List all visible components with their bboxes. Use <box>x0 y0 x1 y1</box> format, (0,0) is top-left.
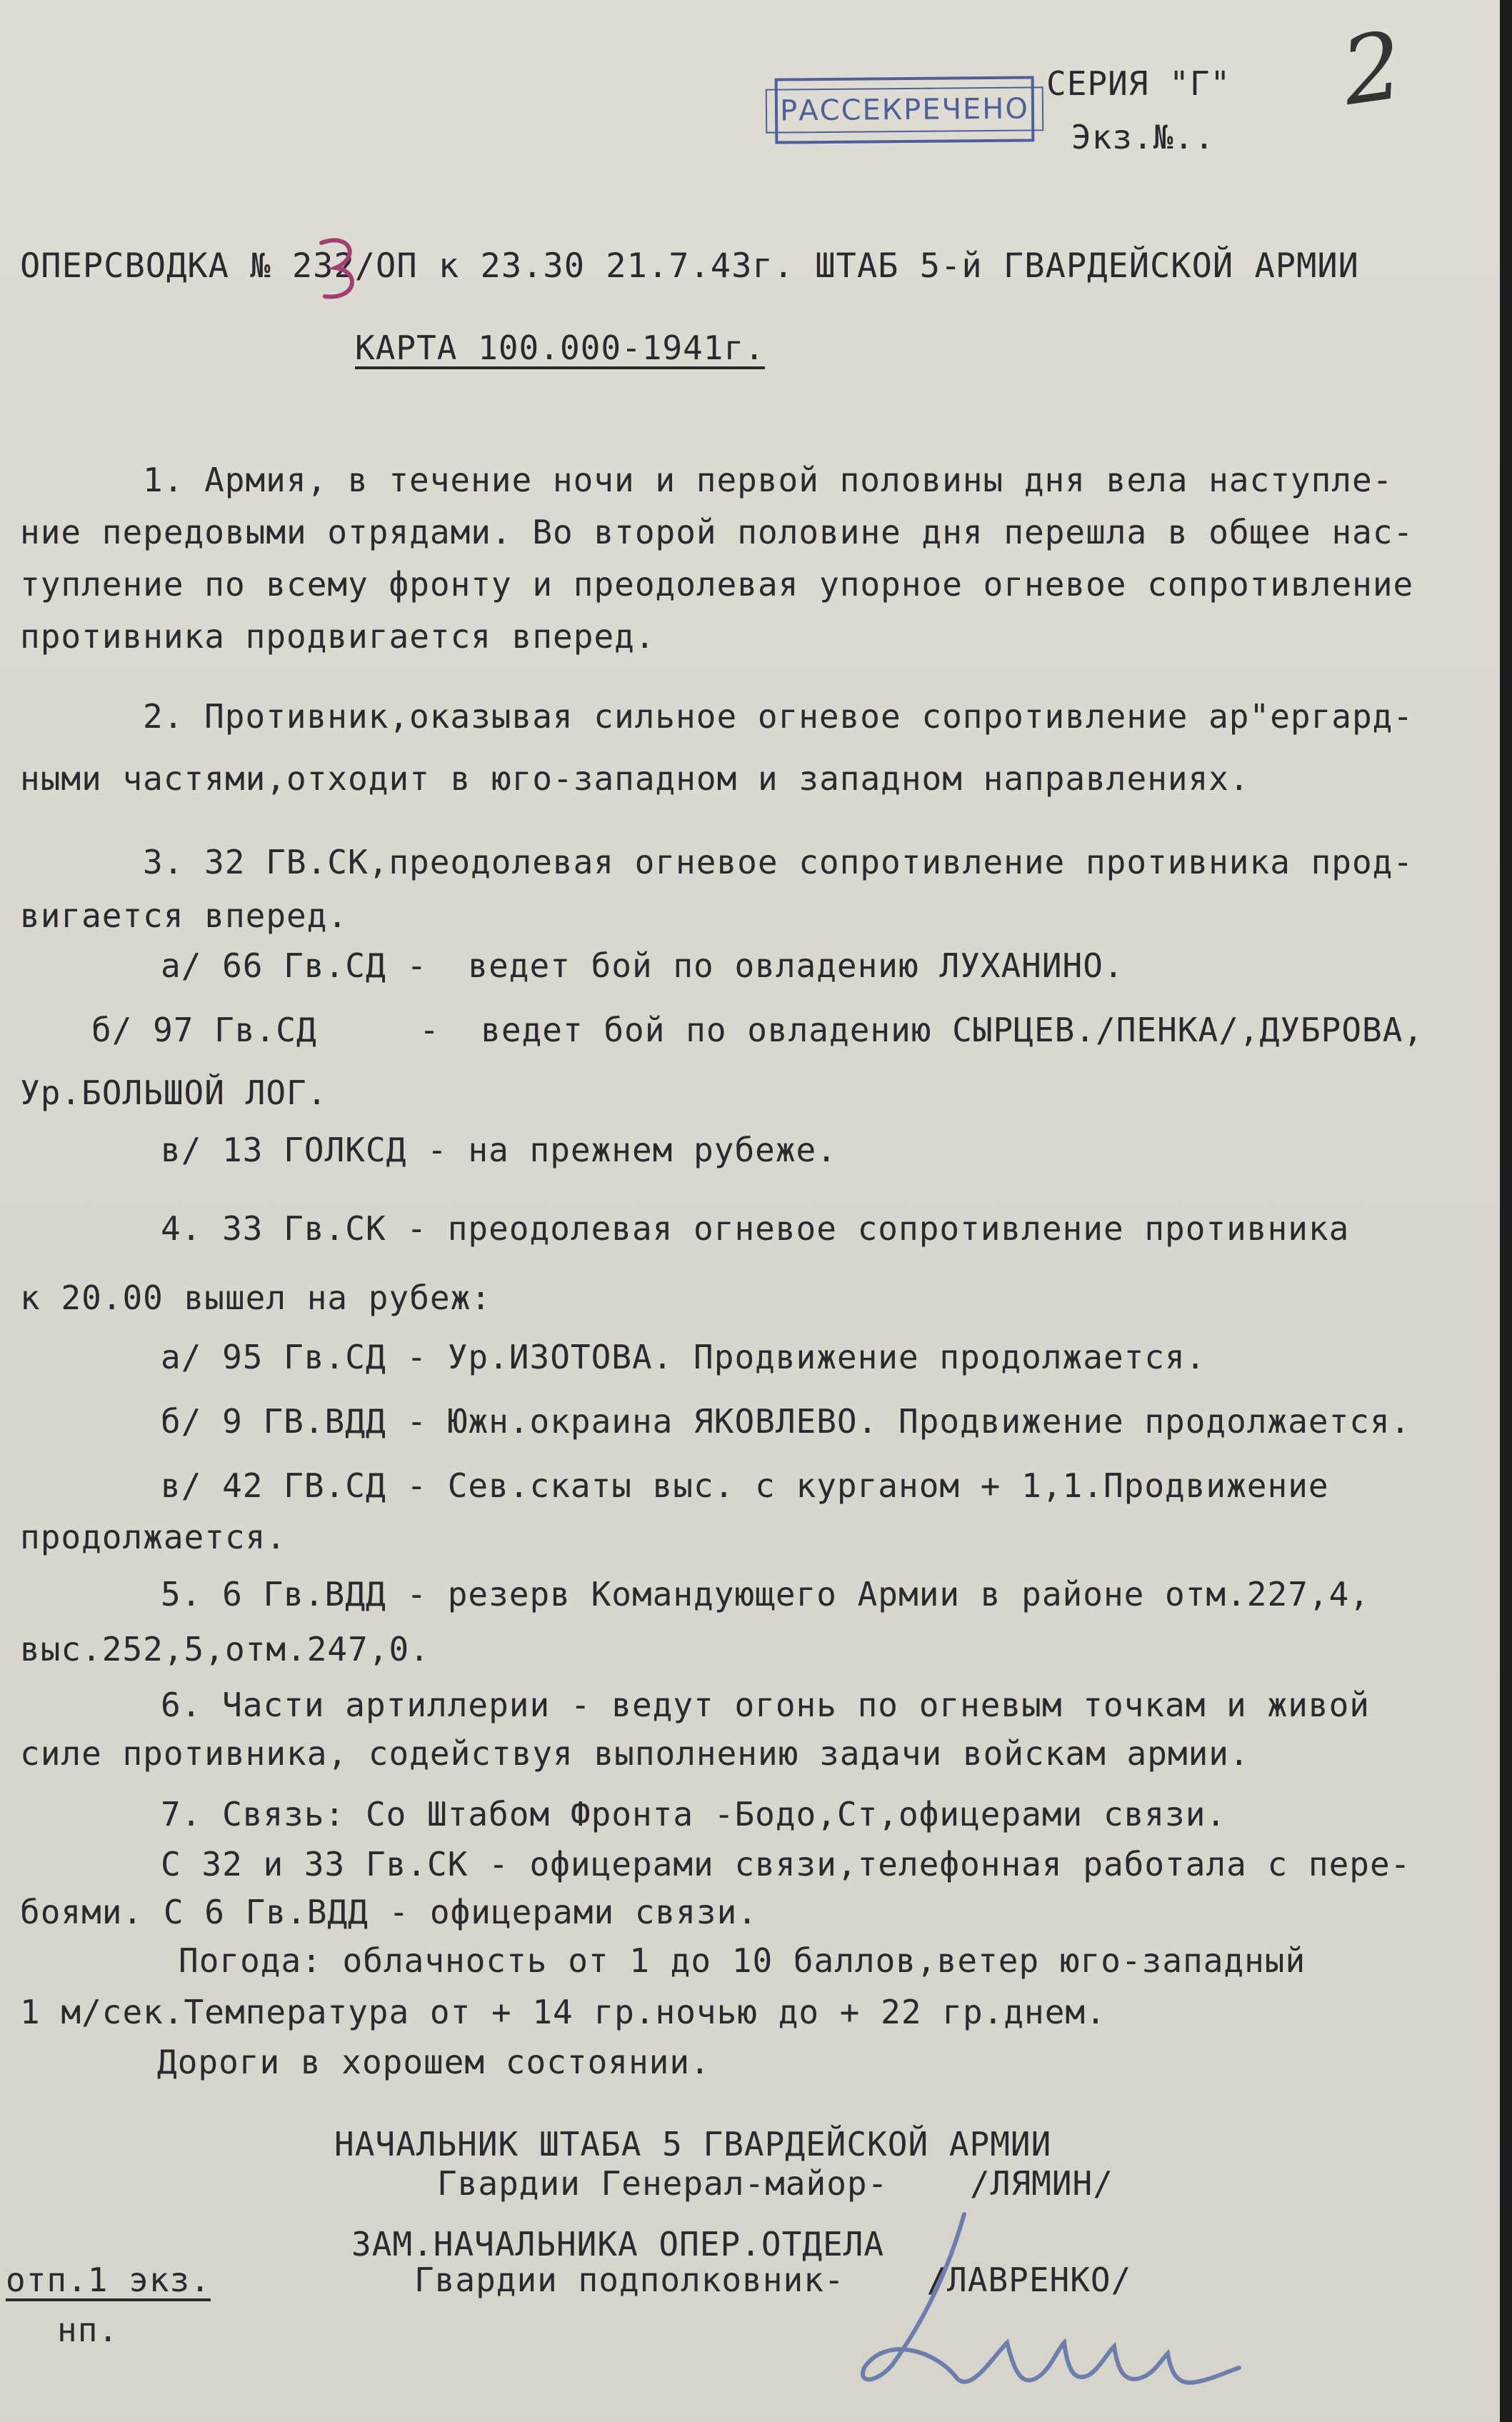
text-line: б/ 9 ГВ.ВДД - Южн.окраина ЯКОВЛЕВО. Продвижение продолжается. <box>161 1402 1411 1441</box>
text-line: Ур.БОЛЬШОЙ ЛОГ. <box>20 1074 328 1112</box>
copy-label: Экз.№.. <box>1071 118 1215 156</box>
text-line: а/ 66 Гв.СД - ведет бой по овладению ЛУХАНИНО. <box>161 946 1124 985</box>
text-line: в/ 13 ГОЛКСД - на прежнем рубеже. <box>161 1131 837 1169</box>
handwritten-signature <box>843 2200 1243 2414</box>
signature-title: ЗАМ.НАЧАЛЬНИКА ОПЕР.ОТДЕЛА <box>351 2225 885 2263</box>
text-line: 6. Части артиллерии - ведут огонь по огневым точкам и живой <box>161 1686 1370 1724</box>
text-line: б/ 97 Гв.СД - ведет бой по овладению СЫРЦЕВ./ПЕНКА/,ДУБРОВА, <box>91 1011 1424 1049</box>
text-line: ние передовыми отрядами. Во второй половине дня перешла в общее нас- <box>20 513 1414 551</box>
doc-subtitle: КАРТА 100.000-1941г. <box>355 329 765 367</box>
text-line: выс.252,5,отм.247,0. <box>20 1630 430 1668</box>
text-line: тупление по всему фронту и преодолевая упорное огневое сопротивление <box>20 565 1414 604</box>
text-line: силе противника, содействуя выполнению задачи войскам армии. <box>20 1734 1250 1773</box>
text-line: боями. С 6 Гв.ВДД - офицерами связи. <box>20 1893 758 1931</box>
signature-rank: Гвардии подполковник- /ЛАВРЕНКО/ <box>414 2261 1132 2299</box>
text-line: 2. Противник,оказывая сильное огневое сопротивление ар"ергард- <box>143 697 1414 736</box>
text-line: 5. 6 Гв.ВДД - резерв Командующего Армии в районе отм.227,4, <box>161 1575 1370 1613</box>
text-line: а/ 95 Гв.СД - Ур.ИЗОТОВА. Продвижение продолжается. <box>161 1338 1206 1376</box>
text-line: С 32 и 33 Гв.СК - офицерами связи,телефонная работала с пере- <box>161 1845 1411 1883</box>
signature-title: НАЧАЛЬНИК ШТАБА 5 ГВАРДЕЙСКОЙ АРМИИ <box>334 2125 1052 2163</box>
footer-initials: нп. <box>57 2311 119 2349</box>
text-line: 7. Связь: Со Штабом Фронта -Бодо,Ст,офицерами связи. <box>161 1795 1227 1833</box>
text-line: Погода: облачность от 1 до 10 баллов,ветер юго-западный <box>179 1941 1306 1980</box>
text-line: к 20.00 вышел на рубеж: <box>20 1278 491 1317</box>
text-line: 4. 33 Гв.СК - преодолевая огневое сопротивление противника <box>161 1209 1350 1248</box>
text-line: 1 м/сек.Температура от + 14 гр.ночью до + 22 гр.днем. <box>20 1993 1106 2031</box>
stamp-text: РАССЕКРЕЧЕНО <box>766 86 1043 133</box>
declassified-stamp <box>775 76 1035 144</box>
handwritten-page-number: 2 <box>1335 10 1409 127</box>
text-line: продолжается. <box>20 1518 287 1556</box>
text-line: в/ 42 ГВ.СД - Сев.скаты выс. с курганом + 1,1.Продвижение <box>161 1466 1329 1505</box>
series-label: СЕРИЯ "Г" <box>1046 64 1231 103</box>
footer-copies: отп.1 экз. <box>6 2261 211 2299</box>
doc-title: ОПЕРСВОДКА № 232/ОП к 23.30 21.7.43г. ШТАБ 5-й ГВАРДЕЙСКОЙ АРМИИ <box>20 246 1359 286</box>
signature-rank: Гвардии Генерал-майор- /ЛЯМИН/ <box>437 2164 1113 2203</box>
text-line: 1. Армия, в течение ночи и первой половины дня вела наступле- <box>143 461 1393 499</box>
handwritten-correction-mark <box>307 229 364 307</box>
text-line: ными частями,отходит в юго-западном и западном направлениях. <box>20 759 1250 798</box>
text-line: Дороги в хорошем состоянии. <box>157 2043 711 2081</box>
text-line: 3. 32 ГВ.СК,преодолевая огневое сопротивление противника прод- <box>143 843 1414 881</box>
text-line: противника продвигается вперед. <box>20 617 656 656</box>
text-line: вигается вперед. <box>20 896 349 935</box>
